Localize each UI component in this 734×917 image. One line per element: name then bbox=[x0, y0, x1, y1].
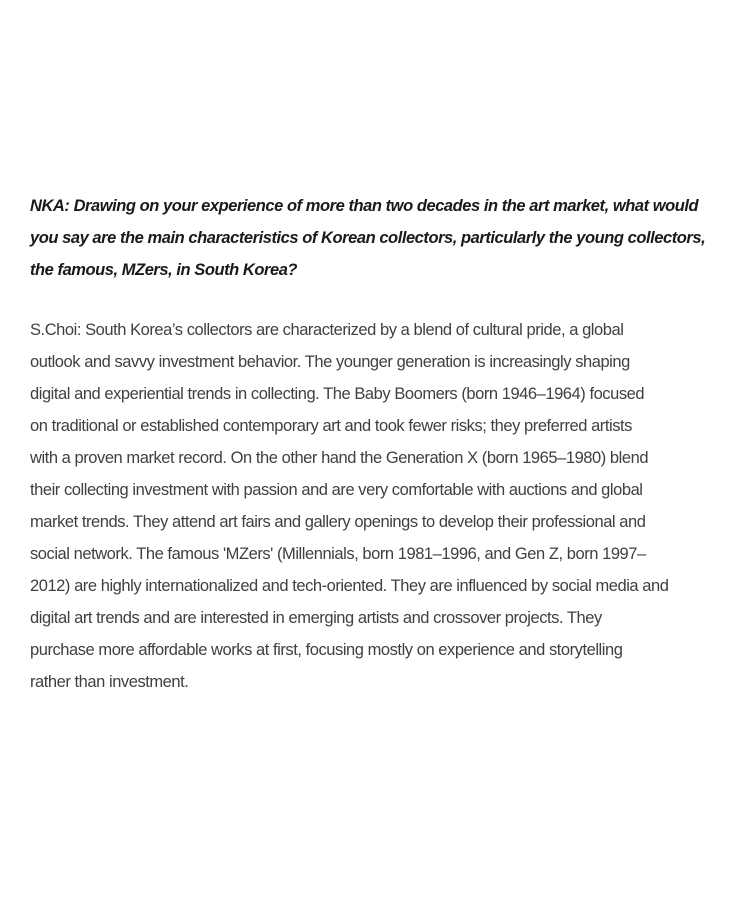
interview-answer bbox=[30, 314, 730, 698]
answer-line: their collecting investment with passion and are very comfortable with auctions and global bbox=[30, 481, 643, 499]
interview-question bbox=[30, 190, 720, 286]
answer-line: digital and experiential trends in collecting. The Baby Boomers (born 1946–1964) focused bbox=[30, 385, 645, 403]
answer-line: market trends. They attend art fairs and gallery openings to develop their professional and bbox=[30, 513, 646, 531]
question-line: you say are the main characteristics of Korean collectors, particularly the young collectors, bbox=[30, 229, 706, 247]
answer-line: S.Choi: South Korea’s collectors are characterized by a blend of cultural pride, a global bbox=[30, 321, 624, 339]
answer-line: rather than investment. bbox=[30, 673, 189, 691]
answer-line: purchase more affordable works at first, focusing mostly on experience and storytelling bbox=[30, 641, 623, 659]
answer-line: on traditional or established contemporary art and took fewer risks; they preferred artists bbox=[30, 417, 632, 435]
answer-line: social network. The famous 'MZers' (Millennials, born 1981–1996, and Gen Z, born 1997– bbox=[30, 545, 646, 563]
answer-line: with a proven market record. On the other hand the Generation X (born 1965–1980) blend bbox=[30, 449, 649, 467]
answer-line: digital art trends and are interested in emerging artists and crossover projects. They bbox=[30, 609, 602, 627]
question-line: the famous, MZers, in South Korea? bbox=[30, 261, 298, 279]
answer-line: 2012) are highly internationalized and tech-oriented. They are influenced by social media and bbox=[30, 577, 669, 595]
answer-line: outlook and savvy investment behavior. The younger generation is increasingly shaping bbox=[30, 353, 630, 371]
question-line: NKA: Drawing on your experience of more than two decades in the art market, what would bbox=[30, 197, 699, 215]
